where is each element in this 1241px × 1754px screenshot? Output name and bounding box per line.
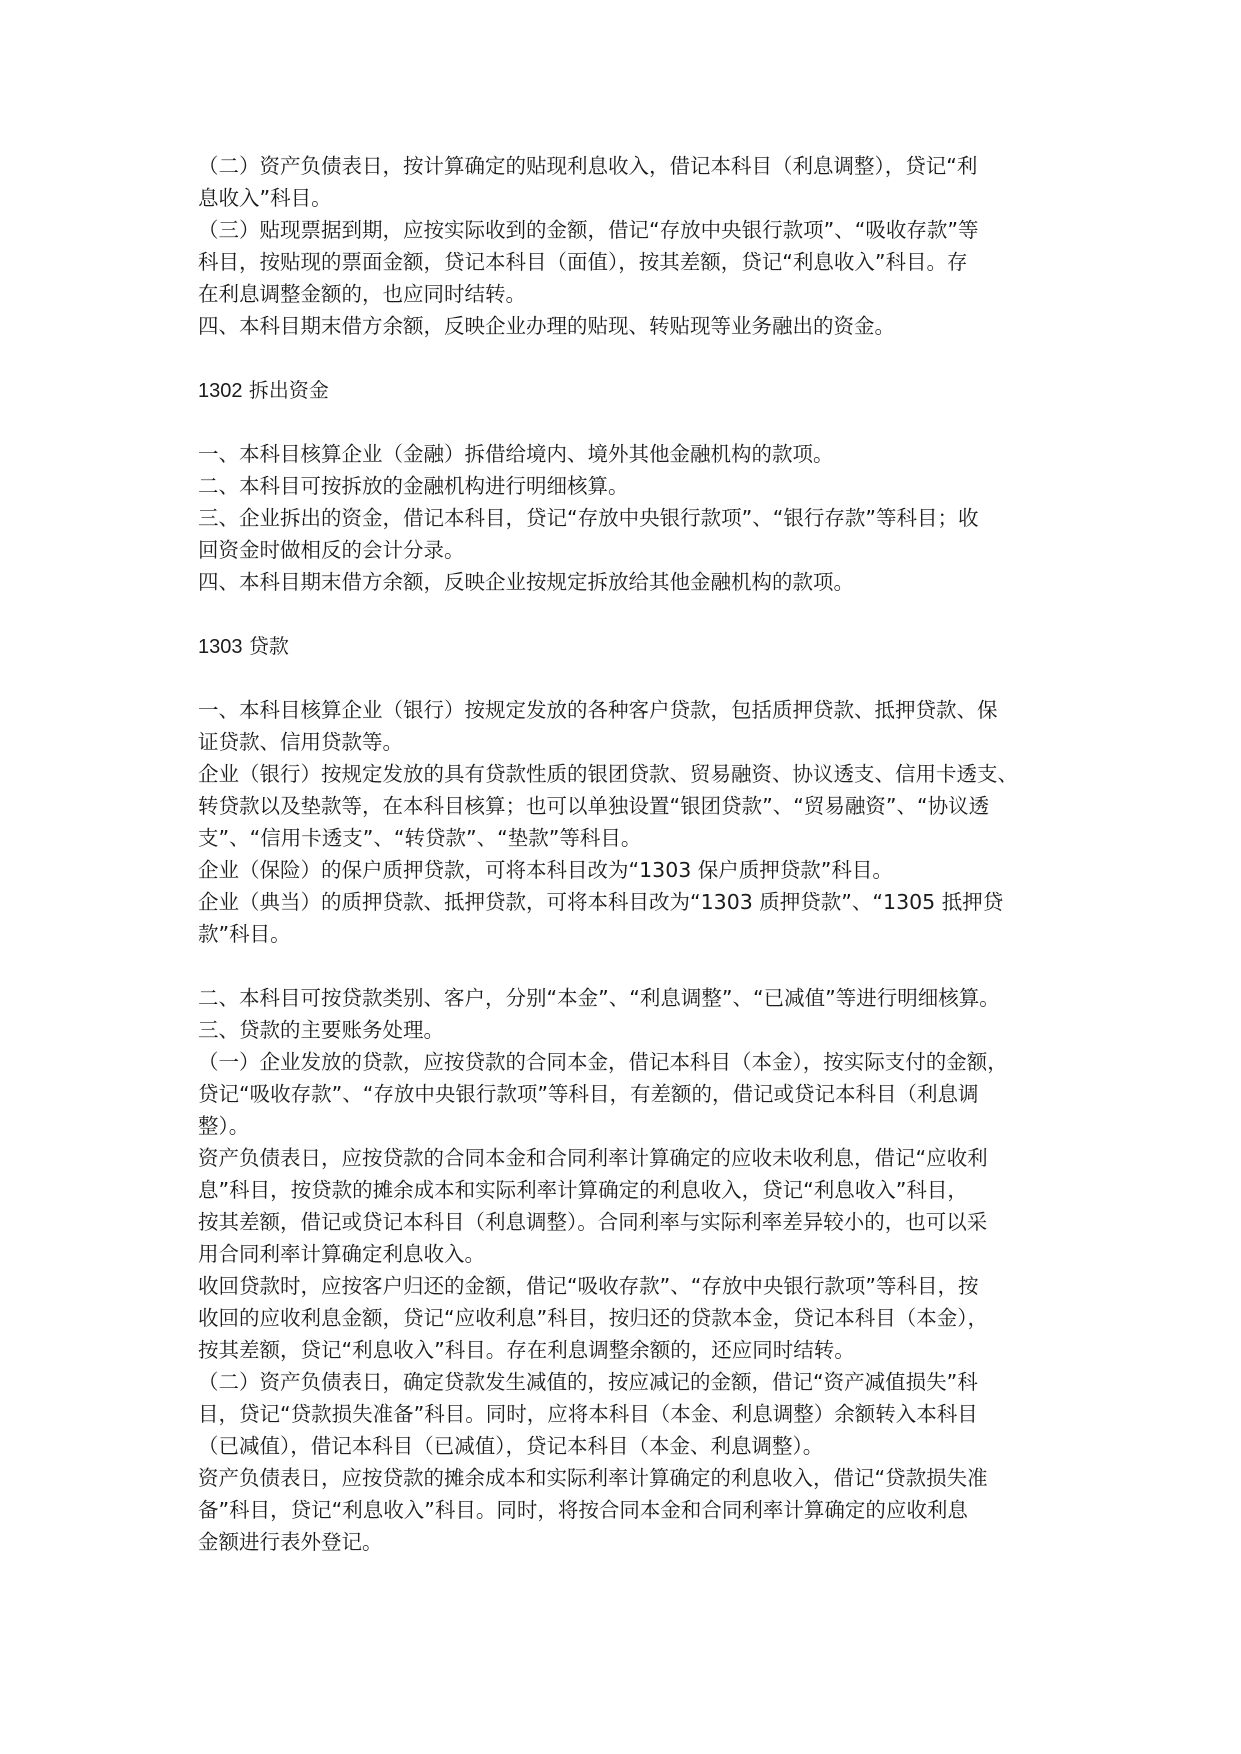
text-line: 贷记“吸收存款”、“存放中央银行款项”等科目，有差额的，借记或贷记本科目（利息调 [198, 1082, 979, 1106]
text-line: 企业（典当）的质押贷款、抵押贷款，可将本科目改为“1303 质押贷款”、“1305 抵押贷 [198, 890, 1004, 914]
text-line: （三）贴现票据到期，应按实际收到的金额，借记“存放中央银行款项”、“吸收存款”等 [198, 218, 979, 242]
text-line: 一、本科目核算企业（银行）按规定发放的各种客户贷款，包括质押贷款、抵押贷款、保 [198, 698, 998, 722]
text-line: 转贷款以及垫款等，在本科目核算；也可以单独设置“银团贷款”、“贸易融资”、“协议透 [198, 794, 990, 818]
text-line: 金额进行表外登记。 [198, 1530, 383, 1554]
paragraph-1303-main-entries [198, 1014, 1050, 1046]
text-line: 收回贷款时，应按客户归还的金额，借记“吸收存款”、“存放中央银行款项”等科目，按 [198, 1274, 979, 1298]
paragraph-1302-item-2 [198, 470, 1050, 502]
document-page [198, 150, 1050, 1558]
paragraph-1302-item-4 [198, 566, 1050, 598]
paragraph-1303-insurance [198, 854, 1050, 886]
blank-line [198, 342, 1050, 374]
text-line: （二）资产负债表日，确定贷款发生减值的，按应减记的金额，借记“资产减值损失”科 [198, 1370, 978, 1394]
text-line: 四、本科目期末借方余额，反映企业按规定拆放给其他金融机构的款项。 [198, 570, 854, 594]
text-line: 整）。 [198, 1114, 250, 1138]
text-line: 资产负债表日，应按贷款的摊余成本和实际利率计算确定的利息收入，借记“贷款损失准 [198, 1466, 988, 1490]
paragraph-1303-impairment [198, 1366, 1050, 1462]
blank-line [198, 950, 1050, 982]
text-line: 二、本科目可按贷款类别、客户，分别“本金”、“利息调整”、“已减值”等进行明细核算。 [198, 986, 1000, 1010]
blank-line [198, 662, 1050, 694]
account-code: 1302 [198, 380, 243, 402]
blank-line [198, 406, 1050, 438]
account-title: 贷款 [248, 634, 289, 658]
text-line: 收回的应收利息金额，贷记“应收利息”科目，按归还的贷款本金，贷记本科目（本金）， [198, 1306, 988, 1330]
paragraph-discount-maturity [198, 214, 1050, 310]
paragraph-1303-loan-issuance [198, 1046, 1050, 1142]
text-line: （一）企业发放的贷款，应按贷款的合同本金，借记本科目（本金），按实际支付的金额， [198, 1050, 1008, 1074]
text-line: 资产负债表日，应按贷款的合同本金和合同利率计算确定的应收未收利息，借记“应收利 [198, 1146, 988, 1170]
paragraph-1303-bank-loans [198, 758, 1050, 854]
text-line: 息”科目，按贷款的摊余成本和实际利率计算确定的利息收入，贷记“利息收入”科目， [198, 1178, 968, 1202]
paragraph-1303-loan-recovery [198, 1270, 1050, 1366]
text-line: 科目，按贴现的票面金额，贷记本科目（面值），按其差额，贷记“利息收入”科目。存 [198, 250, 968, 274]
paragraph-1302-item-1 [198, 438, 1050, 470]
section-heading-1302 [198, 374, 1050, 406]
paragraph-period-end-balance [198, 310, 1050, 342]
paragraph-1302-item-3 [198, 502, 1050, 566]
section-heading-1303 [198, 630, 1050, 662]
account-code: 1303 [198, 636, 243, 658]
text-line: 三、企业拆出的资金，借记本科目，贷记“存放中央银行款项”、“银行存款”等科目；收 [198, 506, 979, 530]
text-line: 三、贷款的主要账务处理。 [198, 1018, 444, 1042]
text-line: 目，贷记“贷款损失准备”科目。同时，应将本科目（本金、利息调整）余额转入本科目 [198, 1402, 978, 1426]
text-line: 四、本科目期末借方余额，反映企业办理的贴现、转贴现等业务融出的资金。 [198, 314, 895, 338]
text-line: 证贷款、信用贷款等。 [198, 730, 403, 754]
paragraph-1303-detail-accounting [198, 982, 1050, 1014]
text-line: 备”科目，贷记“利息收入”科目。同时，将按合同本金和合同利率计算确定的应收利息 [198, 1498, 968, 1522]
text-line: （二）资产负债表日，按计算确定的贴现利息收入，借记本科目（利息调整），贷记“利 [198, 154, 978, 178]
text-line: 在利息调整金额的，也应同时结转。 [198, 282, 526, 306]
text-line: 二、本科目可按拆放的金融机构进行明细核算。 [198, 474, 629, 498]
text-line: 息收入”科目。 [198, 186, 332, 210]
text-line: 一、本科目核算企业（金融）拆借给境内、境外其他金融机构的款项。 [198, 442, 834, 466]
text-line: 支”、“信用卡透支”、“转贷款”、“垫款”等科目。 [198, 826, 642, 850]
paragraph-1303-pawn [198, 886, 1050, 950]
paragraph-discount-interest [198, 150, 1050, 214]
text-line: 回资金时做相反的会计分录。 [198, 538, 465, 562]
paragraph-1303-scope [198, 694, 1050, 758]
text-line: 用合同利率计算确定利息收入。 [198, 1242, 485, 1266]
text-line: （已减值），借记本科目（已减值），贷记本科目（本金、利息调整）。 [198, 1434, 824, 1458]
paragraph-1303-interest-accrual [198, 1142, 1050, 1270]
text-line: 企业（银行）按规定发放的具有贷款性质的银团贷款、贸易融资、协议透支、信用卡透支、 [198, 762, 1018, 786]
paragraph-1303-impaired-interest [198, 1462, 1050, 1558]
blank-line [198, 598, 1050, 630]
text-line: 款”科目。 [198, 922, 291, 946]
text-line: 按其差额，贷记“利息收入”科目。存在利息调整余额的，还应同时结转。 [198, 1338, 855, 1362]
text-line: 企业（保险）的保户质押贷款，可将本科目改为“1303 保户质押贷款”科目。 [198, 858, 893, 882]
text-line: 按其差额，借记或贷记本科目（利息调整）。合同利率与实际利率差异较小的，也可以采 [198, 1210, 988, 1234]
account-title: 拆出资金 [248, 378, 329, 402]
